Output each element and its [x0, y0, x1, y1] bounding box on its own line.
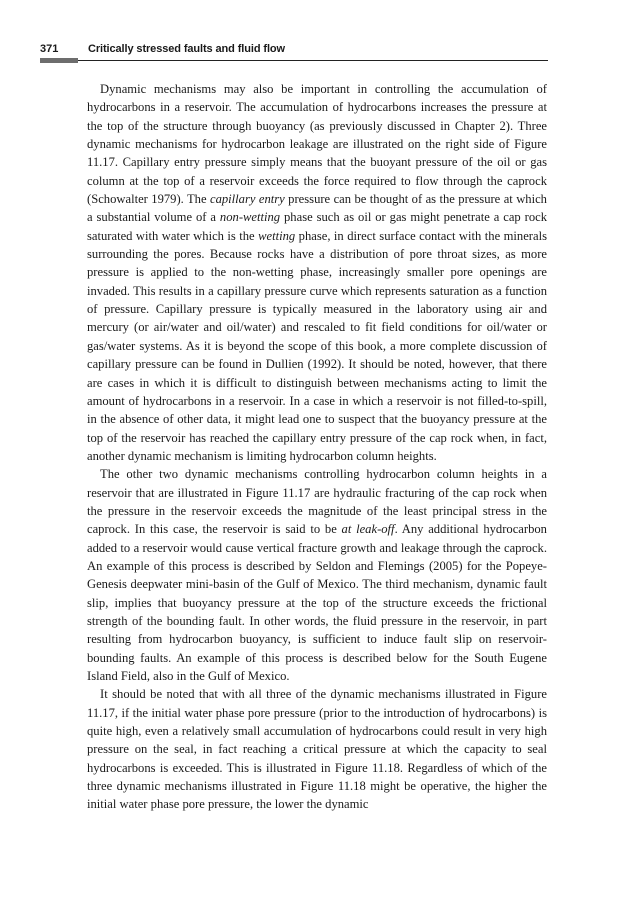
header-rule-thin	[78, 60, 548, 61]
running-title: Critically stressed faults and fluid flow	[88, 43, 285, 55]
header-rule-thick	[40, 58, 78, 63]
paragraph-2: The other two dynamic mechanisms controlling hydrocarbon column heights in a reservoir that are illustrated in Figure 11.17 are hydraulic fracturing of the cap rock when the pressure in the reservoir exceeds the magnitude of the least principal stress in the caprock. In this case, the reservoir is said to be at leak-off. Any additional hydrocarbon added to a reservoir would cause vertical fracture growth and leakage through the caprock. An example of this process is described by Seldon and Flemings (2005) for the Popeye-Genesis deepwater mini-basin of the Gulf of Mexico. The third mechanism, dynamic fault slip, implies that buoyancy pressure at the top of the structure exceeds the frictional strength of the bounding fault. In other words, the fluid pressure in the reservoir, in part resulting from hydrocarbon buoyancy, is sufficient to induce fault slip on reservoir-bounding faults. An example of this process is described below for the South Eugene Island Field, also in the Gulf of Mexico.	[87, 467, 547, 683]
paragraph-3: It should be noted that with all three of the dynamic mechanisms illustrated in Figure 11.17, if the initial water phase pore pressure (prior to the introduction of hydrocarbons) is quite high, even a relatively small accumulation of hydrocarbons could result in very high pressure on the seal, in fact reaching a critical pressure at which the capacity to seal hydrocarbons is exceeded. This is illustrated in Figure 11.18. Regardless of which of the three dynamic mechanisms illustrated in Figure 11.18 might be operative, the higher the initial water phase pore pressure, the lower the dynamic	[87, 687, 547, 812]
body-text	[87, 80, 547, 814]
page-number: 371	[40, 43, 59, 55]
paragraph-1: Dynamic mechanisms may also be important in controlling the accumulation of hydrocarbons in a reservoir. The accumulation of hydrocarbons increases the pressure at the top of the structure through buoyancy (as previously discussed in Chapter 2). Three dynamic mechanisms for hydrocarbon leakage are illustrated on the right side of Figure 11.17. Capillary entry pressure simply means that the buoyant pressure of the oil or gas column at the top of a reservoir exceeds the force required to flow through the caprock (Schowalter 1979). The capillary entry pressure can be thought of as the pressure at which a substantial volume of a non-wetting phase such as oil or gas might penetrate a cap rock saturated with water which is the wetting phase, in direct surface contact with the minerals surrounding the pores. Because rocks have a distribution of pore throat sizes, as more pressure is applied to the non-wetting phase, increasingly smaller pore openings are invaded. This results in a capillary pressure curve which represents saturation as a function of pressure. Capillary pressure is typically measured in the laboratory using air and mercury (or air/water and oil/water) and rescaled to fit field conditions for oil/water or gas/water systems. As it is beyond the scope of this book, a more complete discussion of capillary pressure can be found in Dullien (1992). It should be noted, however, that there are cases in which it is difficult to distinguish between mechanisms acting to limit the amount of hydrocarbons in a reservoir. In a case in which a reservoir is not filled-to-spill, in the absence of other data, it might lead one to suspect that the buoyancy pressure at the top of the reservoir has reached the capillary entry pressure of the cap rock when, in fact, another dynamic mechanism is limiting hydrocarbon column heights.	[87, 82, 547, 463]
